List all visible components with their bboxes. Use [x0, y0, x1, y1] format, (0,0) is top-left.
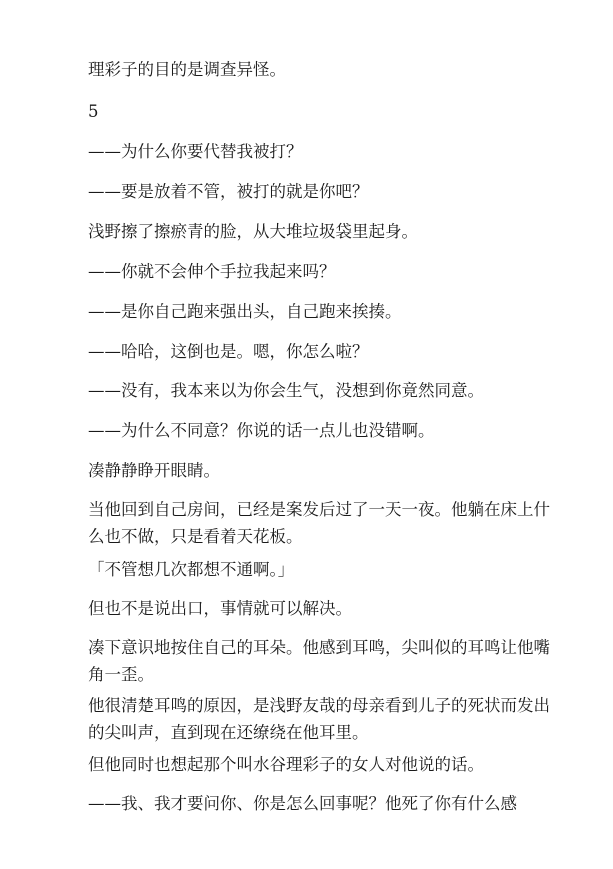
paragraph-16: 他很清楚耳鸣的原因，是浅野友哉的母亲看到儿子的死状而发出的尖叫声，直到现在还缭绕在他耳里。 — [88, 696, 550, 742]
paragraph-1: 理彩子的目的是调查异怪。 — [88, 60, 286, 79]
paragraph-5: 浅野擦了擦瘀青的脸，从大堆垃圾袋里起身。 — [88, 222, 418, 241]
paragraph-14: 但也不是说出口，事情就可以解决。 — [88, 599, 352, 618]
paragraph-12: 当他回到自己房间，已经是案发后过了一天一夜。他躺在床上什么也不做，只是看着天花板。 — [88, 500, 550, 546]
paragraph-11: 凑静静睁开眼睛。 — [88, 461, 220, 480]
paragraph-3: ——为什么你要代替我被打？ — [88, 142, 303, 161]
paragraph-15: 凑下意识地按住自己的耳朵。他感到耳鸣，尖叫似的耳鸣让他嘴角一歪。 — [88, 638, 550, 684]
paragraph-8: ——哈哈，这倒也是。嗯，你怎么啦？ — [88, 342, 369, 361]
paragraph-7: ——是你自己跑来强出头，自己跑来挨揍。 — [88, 302, 402, 321]
paragraph-13: 「不管想几次都想不通啊。」 — [88, 560, 295, 579]
paragraph-6: ——你就不会伸个手拉我起来吗？ — [88, 262, 336, 281]
paragraph-9: ——没有，我本来以为你会生气，没想到你竟然同意。 — [88, 381, 484, 400]
paragraph-18: ——我、我才要问你、你是怎么回事呢？他死了你有什么感 — [88, 794, 517, 813]
paragraph-10: ——为什么不同意？你说的话一点儿也没错啊。 — [88, 421, 435, 440]
paragraph-17: 但他同时也想起那个叫水谷理彩子的女人对他说的话。 — [88, 755, 484, 774]
paragraph-4: ——要是放着不管，被打的就是你吧？ — [88, 182, 369, 201]
chapter-number: 5 — [88, 102, 99, 121]
